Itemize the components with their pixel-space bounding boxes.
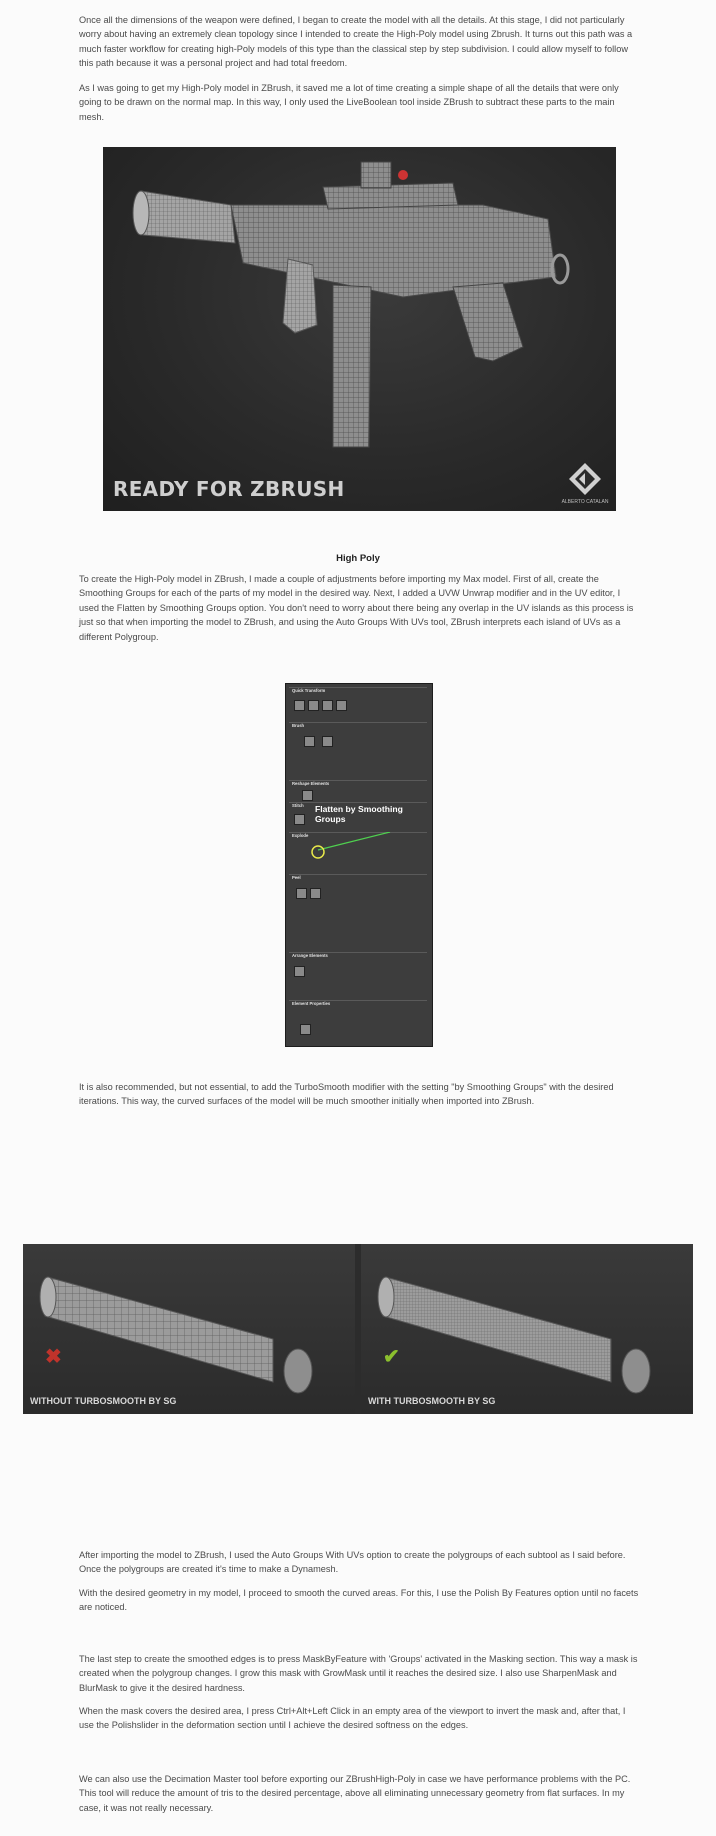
paragraph-decimation: We can also use the Decimation Master tool before exporting our ZBrushHigh-Poly in case we have performance problems with the PC. This tool will reduce the amount of tris to the desired percentage, above all eliminating unnecessary geometry from flat surfaces. In my case, it was not really necessary. <box>79 1774 631 1813</box>
comparison-left-label: WITHOUT TURBOSMOOTH BY SG <box>30 1396 177 1406</box>
panel-section-reshape: Reshape Elements <box>289 780 427 781</box>
x-mark-icon: ✖ <box>45 1346 62 1368</box>
flatten-callout-label: Flatten by Smoothing Groups <box>315 804 403 824</box>
paragraph-polish: With the desired geometry in my model, I proceed to smooth the curved areas. For this, I use the Polish By Features option until no facets are noticed. <box>79 1588 639 1613</box>
peel-icon <box>296 888 307 899</box>
panel-section-element-properties: Element Properties <box>289 1000 427 1001</box>
panel-section-quick-transform: Quick Transform <box>289 687 427 688</box>
paragraph-polish-slider: When the mask covers the desired area, I press Ctrl+Alt+Left Click in an empty area of the viewport to invert the mask and, after that, I use the Polishslider in the deformation section until I achieve the desired softness on the edges. <box>79 1706 626 1731</box>
panel-section-peel: Peel <box>289 874 427 875</box>
turbosmooth-comparison-image <box>23 1244 693 1414</box>
check-mark-icon: ✔ <box>383 1346 400 1368</box>
author-diamond-logo-icon <box>567 461 603 497</box>
brush-relax-icon <box>322 736 333 747</box>
silencer-smooth-illustration <box>361 1244 693 1414</box>
reshape-icon <box>302 790 313 801</box>
arrange-icon <box>294 966 305 977</box>
paragraph-intro: Once all the dimensions of the weapon were defined, I began to create the model with all the details. At this stage, I did not particularly worry about having an extremely clean topology since I intended to create the High-Poly model using Zbrush. It turns out this path was a much faster workflow for creating high-Poly models of this type than the classical step by step subdivision. I could allow myself to follow this path because it was a personal project and had total freedom. <box>79 15 633 69</box>
move-icon <box>308 700 319 711</box>
callout-arrow-icon <box>310 832 410 872</box>
weapon-render-caption: READY FOR ZBRUSH <box>113 477 345 501</box>
paragraph-mask: The last step to create the smoothed edges is to press MaskByFeature with 'Groups' activated in the Masking section. This way a mask is created when the polygroup changes. I grow this mask with GrowMask until it reaches the desired size. I also use SharpenMask and BlurMask to give it the desired hardness. <box>79 1654 638 1693</box>
uvw-unwrap-panel-screenshot <box>285 683 433 1047</box>
paragraph-dynamesh: After importing the model to ZBrush, I used the Auto Groups With UVs option to create the polygroups of each subtool as I said before. Once the polygroups are created it's time to make a Dynamesh. <box>79 1550 626 1575</box>
paragraph-liveboolean: As I was going to get my High-Poly model in ZBrush, it saved me a lot of time creating a simple shape of all the details that were only going to be drawn on the normal map. In this way, I only used the LiveBoolean tool inside ZBrush to subtract these parts to the main mesh. <box>79 83 619 122</box>
section-heading-high-poly: High Poly <box>336 553 380 564</box>
stitch-icon <box>294 814 305 825</box>
author-signature-text: ALBERTO CATALAN <box>561 499 609 505</box>
weapon-render-illustration <box>103 147 616 511</box>
author-signature-logo <box>560 461 610 505</box>
silencer-low-res-illustration <box>23 1244 355 1414</box>
comparison-left-panel <box>23 1244 355 1414</box>
comparison-right-panel <box>361 1244 693 1414</box>
quick-transform-icon <box>294 700 305 711</box>
peel-mode-icon <box>310 888 321 899</box>
panel-section-arrange: Arrange Elements <box>289 952 427 953</box>
paragraph-smoothing-groups: To create the High-Poly model in ZBrush, I made a couple of adjustments before importing my Max model. First of all, create the Smoothing Groups for each of the parts of my model in the desired way. Next, I added a UVW Unwrap modifier and in the UV editor, I used the Flatten by Smoothing Groups option. You don't need to worry about there being any overlap in the UV islands as this process is just so that when importing the model to ZBrush, and using the Auto Groups With UVs tool, ZBrush interprets each island of UVs as a different Polygroup. <box>79 574 634 642</box>
rotate-icon <box>322 700 333 711</box>
brush-paint-icon <box>304 736 315 747</box>
element-properties-icon <box>300 1024 311 1035</box>
panel-section-explode: Explode <box>289 832 427 833</box>
paragraph-turbosmooth: It is also recommended, but not essential, to add the TurboSmooth modifier with the setting "by Smoothing Groups" with the desired iterations. This way, the curved surfaces of the model will be much smoother initially when imported into ZBrush. <box>79 1082 614 1107</box>
scale-icon <box>336 700 347 711</box>
panel-section-stitch: Stitch <box>289 802 427 803</box>
weapon-render-image <box>103 147 616 511</box>
comparison-right-label: WITH TURBOSMOOTH BY SG <box>368 1396 496 1406</box>
panel-section-brush: Brush <box>289 722 427 723</box>
